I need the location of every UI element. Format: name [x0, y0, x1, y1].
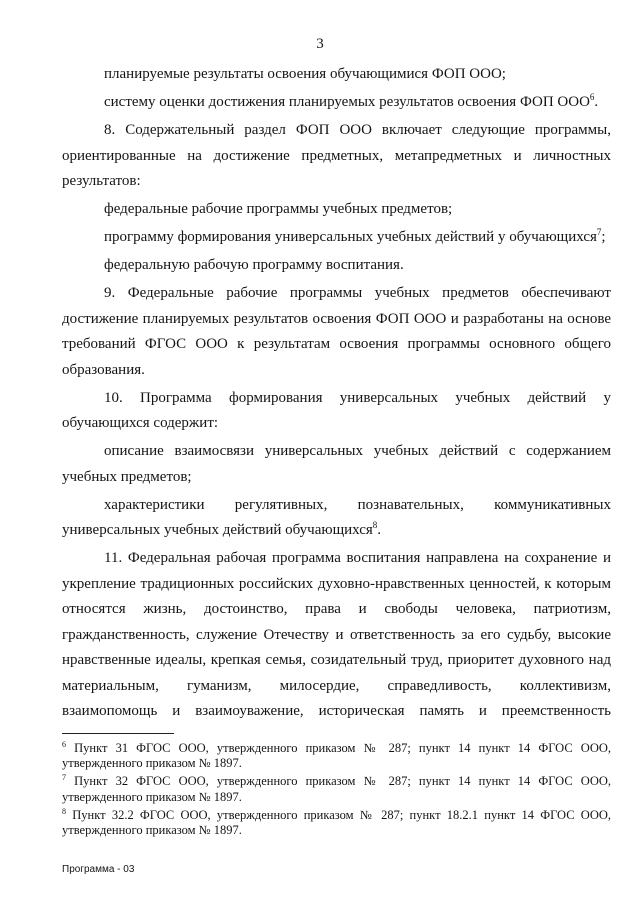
- paragraph-section-10: 10. Программа формирования универсальных учебных действий у обучающихся содержит:: [62, 389, 611, 431]
- footnote-ref-7: 7: [596, 227, 602, 237]
- paragraph-section-11: 11. Федеральная рабочая программа воспитания направлена на сохранение и укрепление традиционных российских духовно-нравственных ценностей, к которым относятся жизнь, достоинство, права и свободы человека, патриотизм, гражданственность, служение Отечеству и ответственность за его судьбу, высокие нравственные идеалы, крепкая семья, созидательный труд, приоритет духовного над материальным, гуманизм, милосердие, справедливость, коллективизм, взаимопомощь и взаимоуважение, историческая память и преемственность: [62, 550, 611, 719]
- footnotes: [62, 741, 611, 841]
- paragraph-uud-program: программу формирования универсальных учебных действий у обучающихся$^7$;: [104, 227, 606, 245]
- footnote-mark: 6: [62, 740, 66, 749]
- footnote-ref-8: 8: [372, 520, 378, 530]
- footnote-mark: 7: [62, 773, 66, 783]
- footnote-mark: 8: [62, 806, 66, 816]
- page-number: 3: [316, 36, 324, 52]
- paragraph-upbringing-program: федеральную рабочую программу воспитания.: [104, 257, 404, 273]
- footnote-ref-6: 6: [589, 92, 595, 102]
- footnote-7: $^7$ Пункт 32 ФГОС ООО, утвержденного приказом № 287; пункт 14 пункт 14 ФГОС ООО, утвержденного приказом № 1897.: [62, 773, 612, 804]
- paragraph-section-8: 8. Содержательный раздел ФОП ООО включает следующие программы, ориентированные на достижение предметных, метапредметных и личностных результатов:: [62, 122, 611, 189]
- footnote-6: $^6$ Пункт 31 ФГОС ООО, утвержденного приказом № 287; пункт 14 пункт 14 ФГОС ООО, утвержденного приказом № 1897.: [62, 740, 612, 771]
- footnote-divider: [62, 733, 174, 734]
- footnote-8: $^8$ Пункт 32.2 ФГОС ООО, утвержденного приказом № 287; пункт 18.2.1 пункт 14 ФГОС ООО, утвержденного приказом № 1897.: [62, 806, 612, 838]
- paragraph-section-9: 9. Федеральные рабочие программы учебных предметов обеспечивают достижение планируемых результатов освоения ФОП ООО и разработаны на основе требований ФГОС ООО к результатам освоения программы основного общего образования.: [62, 285, 611, 378]
- body-text: [62, 62, 611, 727]
- paragraph-assessment-system: систему оценки достижения планируемых результатов освоения ФОП ООО$^6$.: [104, 92, 599, 110]
- paragraph-uud-relation: описание взаимосвязи универсальных учебных действий с содержанием учебных предметов;: [62, 443, 611, 485]
- running-footer: Программа - 03: [62, 864, 135, 875]
- paragraph-planned-results: планируемые результаты освоения обучающимися ФОП ООО;: [104, 66, 506, 82]
- paragraph-uud-characteristics: характеристики регулятивных, познавательных, коммуникативных универсальных учебных действий обучающихся$^8$.: [62, 496, 611, 538]
- paragraph-subject-programs: федеральные рабочие программы учебных предметов;: [104, 201, 453, 217]
